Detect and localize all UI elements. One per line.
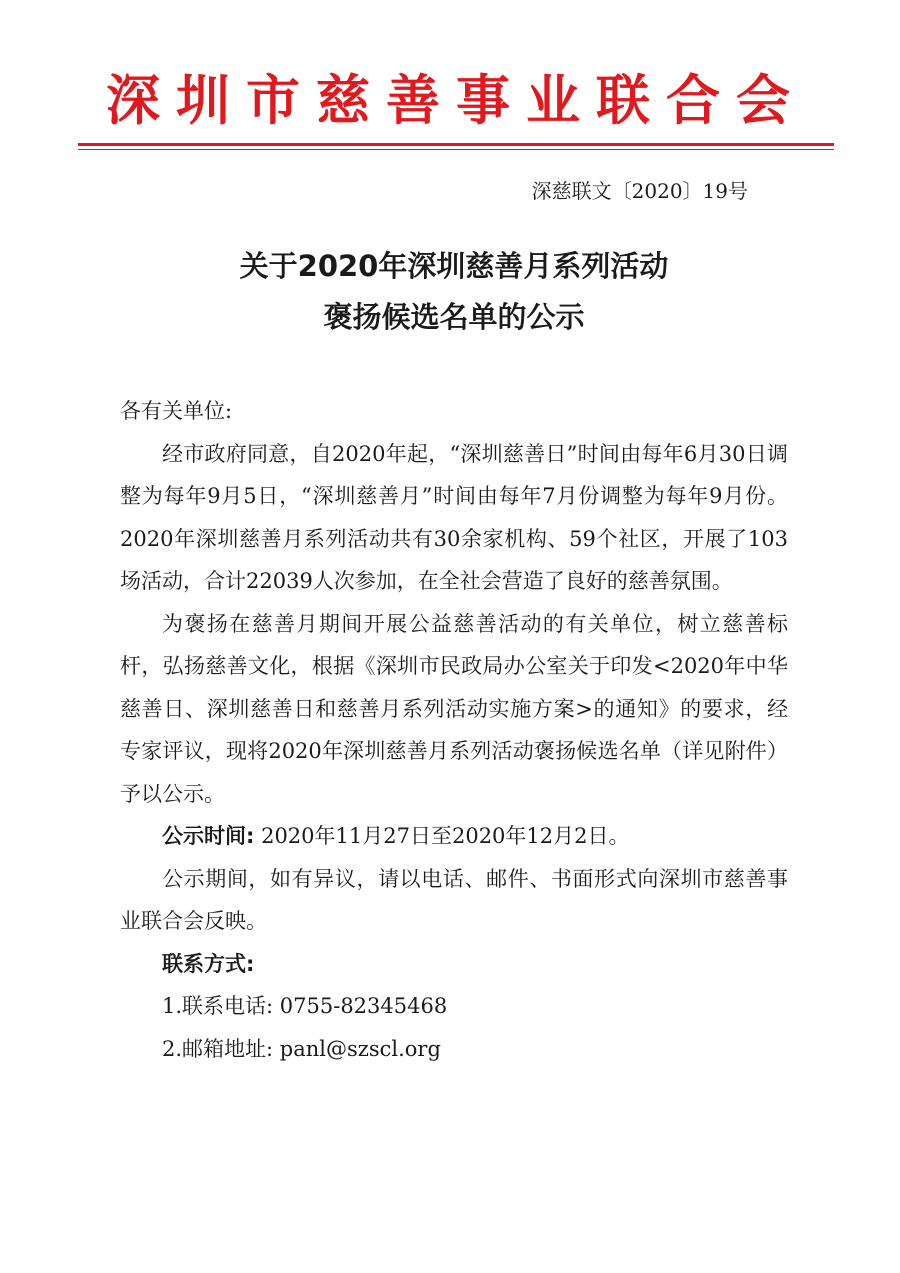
objection-note: 公示期间，如有异议，请以电话、邮件、书面形式向深圳市慈善事业联合会反映。 xyxy=(120,866,788,933)
document-title-line-1: 关于2020年深圳慈善月系列活动 xyxy=(239,249,669,283)
publicity-time-label: 公示时间: xyxy=(162,824,255,848)
letterhead-org-name: 深圳市慈善事业联合会 xyxy=(106,69,806,132)
document-body xyxy=(120,390,788,1070)
document-title-line-2: 褒扬候选名单的公示 xyxy=(323,300,585,334)
letterhead-rule-thin xyxy=(78,149,834,150)
paragraph-purpose: 为褒扬在慈善月期间开展公益慈善活动的有关单位，树立慈善标杆，弘扬慈善文化，根据《深圳市民政局办公室关于印发<2020年中华慈善日、深圳慈善日和慈善月系列活动实施方案>的通知》的要求，经专家评议，现将2020年深圳慈善月系列活动褒扬候选名单（详见附件）予以公示。 xyxy=(120,611,788,806)
contact-heading: 联系方式: xyxy=(162,951,255,976)
document-number: 深慈联文〔2020〕19号 xyxy=(531,179,748,203)
letterhead-rule-thick xyxy=(78,143,834,146)
salutation: 各有关单位: xyxy=(120,399,233,423)
publicity-time-value: 2020年11月27日至2020年12月2日。 xyxy=(254,824,630,848)
contact-email: 2.邮箱地址: panl@szscl.org xyxy=(162,1036,441,1061)
publicity-time xyxy=(120,815,788,858)
contact-phone: 1.联系电话: 0755-82345468 xyxy=(162,994,448,1018)
paragraph-background: 经市政府同意，自2020年起，“深圳慈善日”时间由每年6月30日调整为每年9月5日，“深圳慈善月”时间由每年7月份调整为每年9月份。2020年深圳慈善月系列活动共有30余家机构、59个社区，开展了103场活动，合计22039人次参加，在全社会营造了良好的慈善氛围。 xyxy=(120,441,788,593)
